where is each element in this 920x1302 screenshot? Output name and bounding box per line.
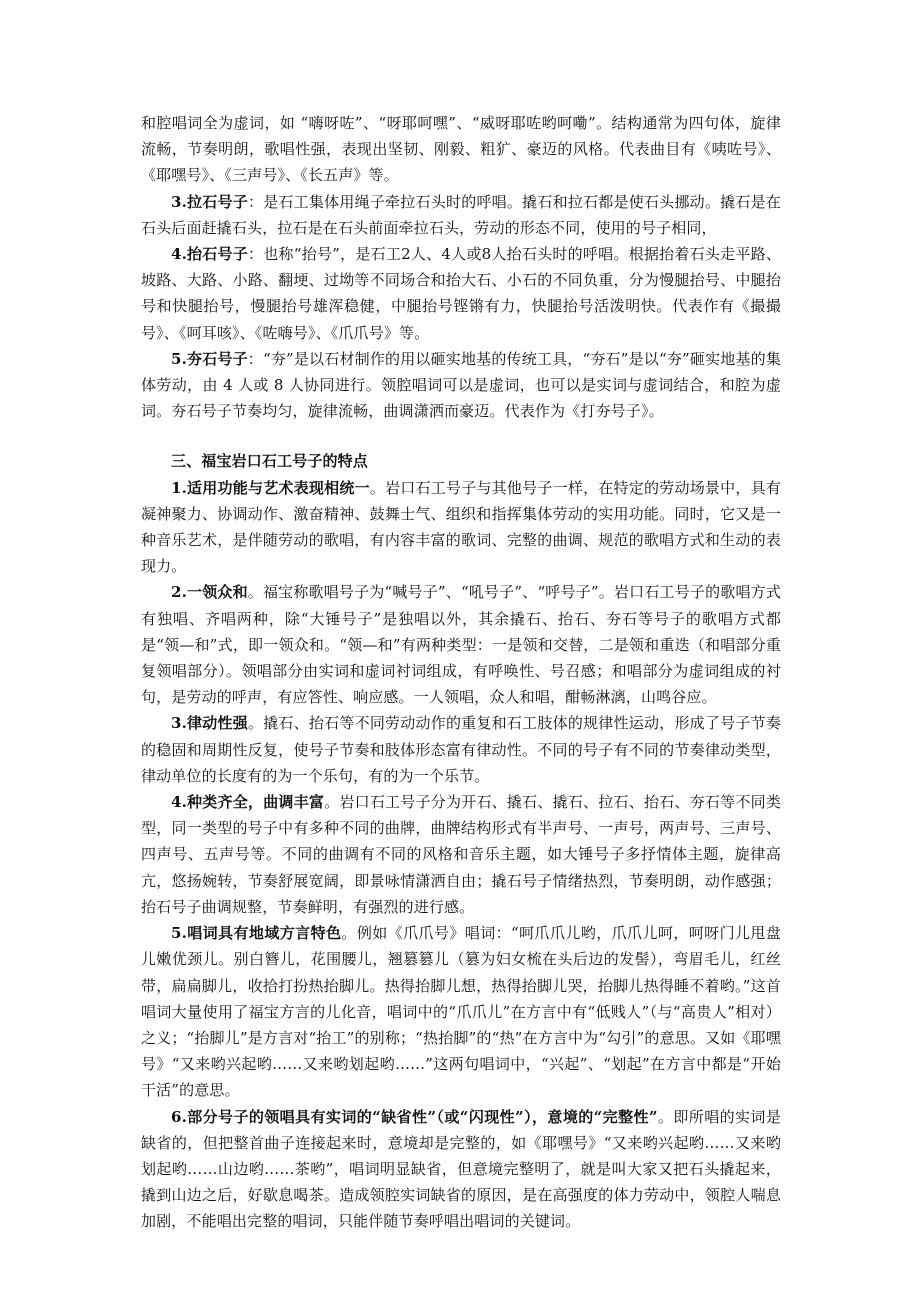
paragraph-heading: 5.夯石号子 (171, 349, 248, 368)
section-heading-text: 三、福宝岩口石工号子的特点 (171, 452, 368, 471)
paragraph-feature-5 (141, 920, 781, 1103)
document-body (141, 110, 781, 1235)
paragraph-feature-1 (141, 475, 781, 580)
paragraph-heading: 6.部分号子的领唱具有实词的“缺省性”（或“闪现性”），意境的“完整性” (171, 1107, 658, 1126)
paragraph-heading: 3.律动性强 (171, 714, 248, 733)
paragraph-text: ：“夯”是以石材制作的用以砸实地基的传统工具，“夯石”是以“夯”砸实地基的集体劳动，由 4 人或 8 人协同进行。领腔唱词可以是虚词，也可以是实词与虚词结合，和腔为虚词。夯石号子节奏均匀，旋律流畅，曲调潇洒而豪迈。代表作为《打夯号子》。 (141, 349, 781, 421)
paragraph-heading: 3.拉石号子 (171, 192, 248, 211)
paragraph-heading: 4.抬石号子 (171, 245, 249, 264)
paragraph-text: 。岩口石工号子分为开石、撬石、撬石、拉石、抬石、夯石等不同类型，同一类型的号子中有多种不同的曲牌，曲牌结构形式有半声号、一声号，两声号、三声号、四声号、五声号等。不同的曲调有不同的风格和音乐主题，如大锤号子多抒情体主题，旋律高亢，悠扬婉转，节奏舒展宽阔，即景咏情潇洒自由；撬石号子情绪热烈，节奏明朗，动作感强；抬石号子曲调规整，节奏鲜明，有强烈的进行感。 (141, 793, 781, 916)
paragraph-text: 和腔唱词全为虚词，如 “嗨呀咗”、“呀耶呵嘿”、“威呀耶咗哟呵嘞”。结构通常为四句体，旋律流畅，节奏明朗，歌唱性强，表现出坚韧、刚毅、粗犷、豪迈的风格。代表曲目有《咦咗号》、《耶嘿号》、《三声号》、《长五声》等。 (141, 114, 781, 185)
paragraph-heading: 2.一领众和 (171, 583, 248, 602)
paragraph-text: 。撬石、抬石等不同劳动动作的重复和石工肢体的规律性运动，形成了号子节奏的稳固和周期性反复，使号子节奏和肢体形态富有律动性。不同的号子有不同的节奏律动类型，律动单位的长度有的为一个乐句，有的为一个乐节。 (141, 714, 781, 785)
paragraph-heading: 4.种类齐全，曲调丰富 (171, 793, 325, 812)
paragraph-text: ：也称“抬号”，是石工2人、4人或8人抬石头时的呼唱。根据抬着石头走平路、坡路、大路、小路、翻埂、过坳等不同场合和抬大石、小石的不同负重，分为慢腿抬号、中腿抬号和快腿抬号，慢腿抬号雄浑稳健，中腿抬号铿锵有力，快腿抬号活泼明快。代表作有《撮撮号》、《呵耳咳》、《咗嗨号》、《爪爪号》等。 (141, 245, 781, 342)
paragraph-feature-2 (141, 579, 781, 710)
paragraph-heading: 5.唱词具有地域方言特色 (171, 924, 342, 943)
paragraph-feature-3 (141, 710, 781, 789)
paragraph-lashi-haozi (141, 189, 781, 241)
paragraph-text: 。福宝称歌唱号子为“喊号子”、“吼号子”、“呼号子”。岩口石工号子的歌唱方式有独唱、齐唱两种，除“大锤号子”是独唱以外，其余撬石、抬石、夯石等号子的歌唱方式都是“领—和”式，即一领众和。“领—和”有两种类型：一是领和交替，二是领和重迭（和唱部分重复领唱部分）。领唱部分由实词和虚词衬词组成，有呼唤性、号召感；和唱部分为虚词组成的衬句，是劳动的呼声，有应答性、响应感。一人领唱，众人和唱，酣畅淋漓，山鸣谷应。 (141, 583, 781, 707)
paragraph-feature-4 (141, 789, 781, 920)
section-spacer (141, 424, 781, 448)
paragraph-text: 。即所唱的实词是缺省的，但把整首曲子连接起来时，意境却是完整的，如《耶嘿号》“又来哟兴起哟……又来哟划起哟……山边哟……茶哟”，唱词明显缺省，但意境完整明了，就是叫大家又把石头撬起来，撬到山边之后，好歇息喝茶。造成领腔实词缺省的原因，是在高强度的体力劳动中，领腔人喘息加剧，不能唱出完整的唱词，只能伴随节奏呼唱出唱词的关键词。 (141, 1107, 781, 1231)
paragraph-continued (141, 110, 781, 189)
paragraph-text: 。例如《爪爪号》唱词：“呵爪爪儿哟，爪爪儿呵，呵呀门儿甩盘儿嫩优颈儿。别白簪儿，花围腰儿，翘篡篡儿（篡为妇女梳在头后边的发髻），弯眉毛儿，红丝带，扁扁脚儿，收拾打扮热抬脚儿。热得抬脚儿想，热得抬脚儿哭，抬脚儿热得睡不着哟。”这首唱词大量使用了福宝方言的儿化音，唱词中的“爪爪儿”在方言中有“低贱人”（与“高贵人”相对）之义；“抬脚儿”是方言对“抬工”的别称；“热抬脚”的“热”在方言中为“勾引”的意思。又如《耶嘿号》“又来哟兴起哟……又来哟划起哟……”这两句唱词中，“兴起”、“划起”在方言中都是“开始干活”的意思。 (141, 924, 781, 1100)
paragraph-feature-6 (141, 1104, 781, 1235)
paragraph-taishi-haozi (141, 241, 781, 346)
paragraph-hangshi-haozi (141, 346, 781, 425)
paragraph-text: 。岩口石工号子与其他号子一样，在特定的劳动场景中，具有凝神聚力、协调动作、激奋精神、鼓舞士气、组织和指挥集体劳动的实用功能。同时，它又是一种音乐艺术，是伴随劳动的歌唱，有内容丰富的歌词、完整的曲调、规范的歌唱方式和生动的表现力。 (141, 478, 781, 576)
section-heading (141, 448, 781, 474)
paragraph-text: ：是石工集体用绳子牵拉石头时的呼唱。撬石和拉石都是使石头挪动。撬石是在石头后面赶撬石头，拉石是在石头前面牵拉石头，劳动的形态不同，使用的号子相同， (141, 192, 781, 237)
paragraph-heading: 1.适用功能与艺术表现相统一 (171, 478, 370, 497)
